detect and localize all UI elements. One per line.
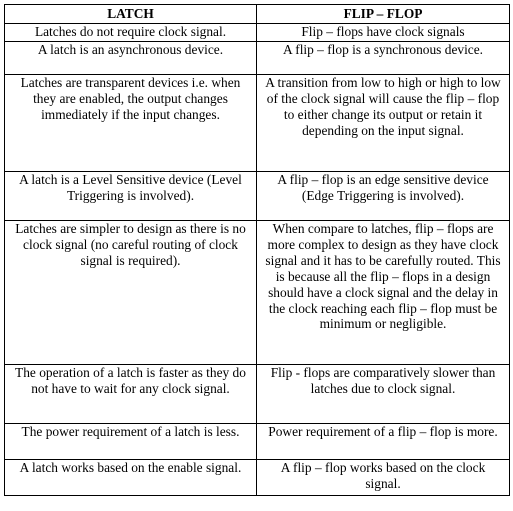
latch-cell: The operation of a latch is faster as they do not have to wait for any clock signal. bbox=[5, 365, 257, 424]
latch-cell: Latches are simpler to design as there is no clock signal (no careful routing of clock signal is required). bbox=[5, 221, 257, 365]
latch-cell: Latches are transparent devices i.e. when they are enabled, the output changes immediately if the input changes. bbox=[5, 75, 257, 172]
table-row bbox=[5, 75, 510, 172]
flip-flop-cell: Power requirement of a flip – flop is more. bbox=[257, 424, 510, 460]
flip-flop-cell: Flip – flops have clock signals bbox=[257, 24, 510, 42]
table-row bbox=[5, 221, 510, 365]
flip-flop-cell: A flip – flop is an edge sensitive device (Edge Triggering is involved). bbox=[257, 172, 510, 221]
header-latch: LATCH bbox=[5, 5, 257, 24]
comparison-table-container bbox=[4, 4, 510, 496]
flip-flop-cell: When compare to latches, flip – flops are more complex to design as they have clock signal and it has to be carefully routed. This is because all the flip – flops in a design should have a clock signal and the delay in the clock reaching each flip – flop must be minimum or negligible. bbox=[257, 221, 510, 365]
latch-cell: The power requirement of a latch is less. bbox=[5, 424, 257, 460]
flip-flop-cell: A flip – flop is a synchronous device. bbox=[257, 42, 510, 75]
latch-cell: Latches do not require clock signal. bbox=[5, 24, 257, 42]
latch-cell: A latch is an asynchronous device. bbox=[5, 42, 257, 75]
header-flip-flop: FLIP – FLOP bbox=[257, 5, 510, 24]
latch-vs-flipflop-table bbox=[4, 4, 510, 496]
table-row bbox=[5, 42, 510, 75]
table-row bbox=[5, 24, 510, 42]
latch-cell: A latch is a Level Sensitive device (Level Triggering is involved). bbox=[5, 172, 257, 221]
header-row bbox=[5, 5, 510, 24]
table-row bbox=[5, 172, 510, 221]
latch-cell: A latch works based on the enable signal. bbox=[5, 460, 257, 496]
table-row bbox=[5, 460, 510, 496]
flip-flop-cell: A transition from low to high or high to low of the clock signal will cause the flip – flop to either change its output or retain it depending on the input signal. bbox=[257, 75, 510, 172]
table-row bbox=[5, 424, 510, 460]
flip-flop-cell: A flip – flop works based on the clock signal. bbox=[257, 460, 510, 496]
table-row bbox=[5, 365, 510, 424]
flip-flop-cell: Flip - flops are comparatively slower than latches due to clock signal. bbox=[257, 365, 510, 424]
